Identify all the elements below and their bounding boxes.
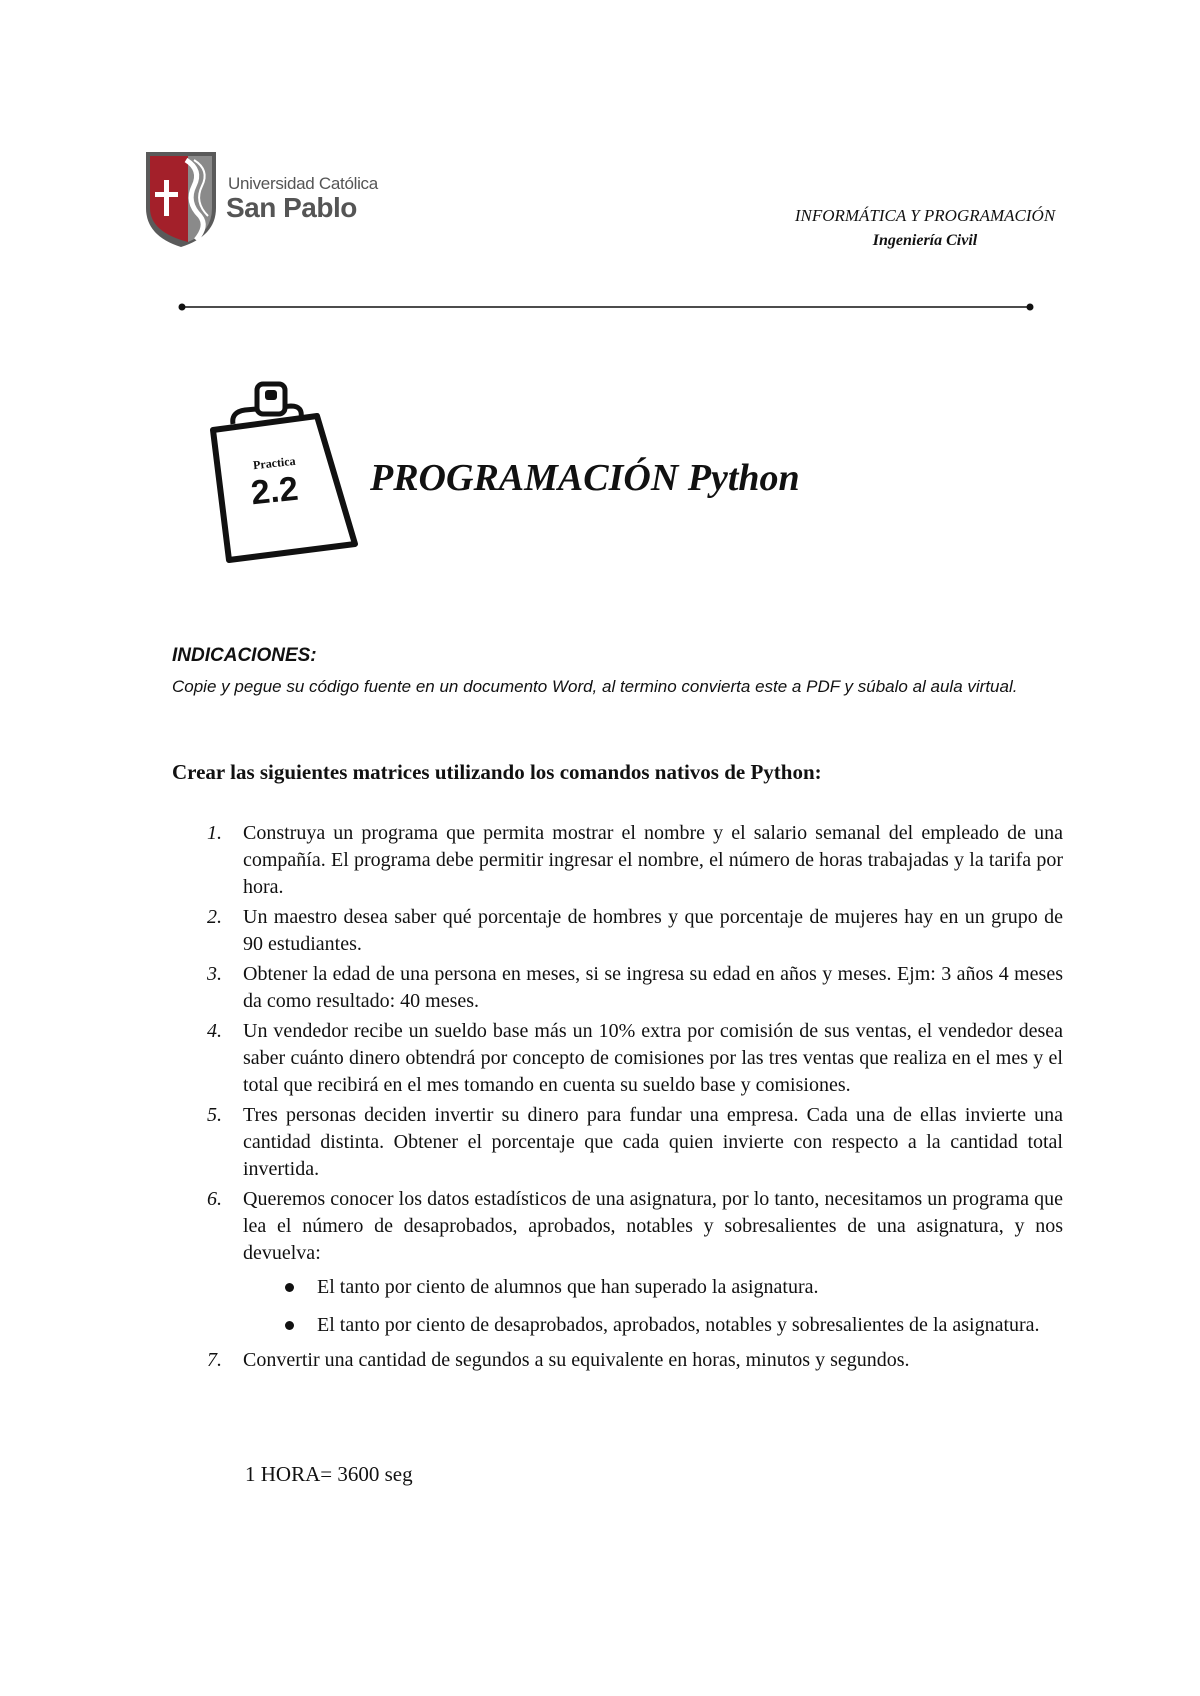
logo-line1: Universidad Católica	[228, 174, 378, 193]
course-name: INFORMÁTICA Y PROGRAMACIÓN	[794, 206, 1056, 225]
sub-item-text: El tanto por ciento de desaprobados, aprobados, notables y sobresalientes de la asignatura.	[317, 1314, 1040, 1336]
task-number: 3.	[207, 963, 222, 985]
task-text: Queremos conocer los datos estadísticos de una asignatura, por lo tanto, necesitamos un programa que lea el número de desaprobados, aprobados, notables y sobresalientes de una asignatura, y nos devuelva:	[243, 1188, 1063, 1264]
task-number: 1.	[207, 822, 222, 844]
task-text: Obtener la edad de una persona en meses, si se ingresa su edad en años y meses. Ejm: 3 años 4 meses da como resultado: 40 meses.	[243, 963, 1063, 1012]
task-text: Un maestro desea saber qué porcentaje de hombres y que porcentaje de mujeres hay en un grupo de 90 estudiantes.	[243, 906, 1063, 955]
task-item	[207, 820, 1063, 901]
exercise-heading: Crear las siguientes matrices utilizando los comandos nativos de Python:	[172, 760, 822, 784]
bullet-icon	[285, 1321, 294, 1330]
indications-title: INDICACIONES:	[172, 645, 317, 666]
task-list	[207, 820, 1063, 1377]
task-number: 4.	[207, 1020, 222, 1042]
task-number: 5.	[207, 1104, 222, 1126]
indications-text: Copie y pegue su código fuente en un documento Word, al termino convierta este a PDF y súbalo al aula virtual.	[172, 677, 1018, 696]
logo-line2: San Pablo	[226, 192, 357, 223]
shield-icon	[142, 150, 222, 250]
task-number: 6.	[207, 1188, 222, 1210]
task-number: 2.	[207, 906, 222, 928]
sub-item	[317, 1309, 1063, 1341]
career-name: Ingeniería Civil	[872, 232, 978, 249]
sub-item	[317, 1271, 1063, 1303]
task-item	[207, 1018, 1063, 1099]
document-title: PROGRAMACIÓN Python	[370, 457, 800, 499]
task-text: Un vendedor recibe un sueldo base más un 10% extra por comisión de sus ventas, el vendedor desea saber cuánto dinero obtendrá por concepto de comisiones por las tres ventas que realiza en el mes y el total que recibirá en el mes tomando en cuenta su sueldo base y comisiones.	[243, 1020, 1063, 1096]
university-logo	[142, 150, 382, 250]
task-text: Tres personas deciden invertir su dinero para fundar una empresa. Cada una de ellas invierte una cantidad distinta. Obtener el porcentaje que cada quien invierte con respecto a la cantidad total invertida.	[243, 1104, 1063, 1180]
conversion-formula: 1 HORA= 3600 seg	[245, 1462, 413, 1486]
bullet-icon	[285, 1283, 294, 1292]
task-text: Convertir una cantidad de segundos a su equivalente en horas, minutos y segundos.	[243, 1349, 910, 1371]
task-item	[207, 1186, 1063, 1341]
header-divider	[178, 306, 1034, 308]
practice-badge	[205, 376, 365, 572]
task-item	[207, 1347, 1063, 1374]
task-text: Construya un programa que permita mostrar el nombre y el salario semanal del empleado de una compañía. El programa debe permitir ingresar el nombre, el número de horas trabajadas y la tarifa por hora.	[243, 822, 1063, 898]
task-item	[207, 904, 1063, 958]
task-item	[207, 961, 1063, 1015]
badge-label: Practica	[252, 453, 297, 473]
sub-item-text: El tanto por ciento de alumnos que han superado la asignatura.	[317, 1276, 819, 1298]
badge-number: 2.2	[249, 469, 301, 513]
task-sublist	[243, 1271, 1063, 1341]
task-item	[207, 1102, 1063, 1183]
task-number: 7.	[207, 1349, 222, 1371]
